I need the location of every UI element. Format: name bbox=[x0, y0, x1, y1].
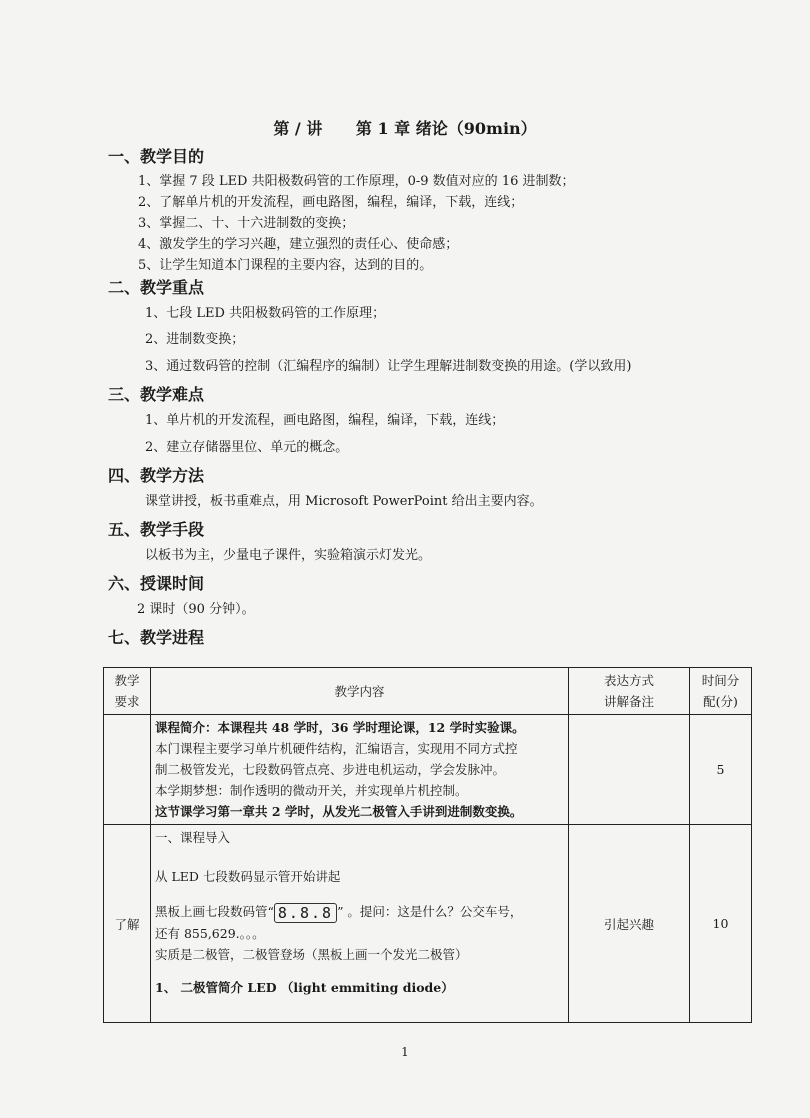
time-text: 2 课时（90 分钟）。 bbox=[137, 602, 255, 617]
purpose-item: 5、让学生知道本门课程的主要内容，达到的目的。 bbox=[138, 258, 433, 273]
content-line: 本门课程主要学习单片机硬件结构，汇编语言，实现用不同方式控 bbox=[155, 741, 518, 756]
section-heading-time: 六、授课时间 bbox=[108, 574, 205, 593]
section-heading-means: 五、教学手段 bbox=[108, 520, 205, 539]
means-text: 以板书为主，少量电子课件，实验箱演示灯发光。 bbox=[145, 548, 432, 563]
section-heading-purpose: 一、教学目的 bbox=[108, 147, 205, 166]
content-line: 这节课学习第一章共 2 学时，从发光二极管入手讲到进制数变换。 bbox=[155, 804, 523, 819]
key-point-item: 2、进制数变换； bbox=[145, 332, 245, 347]
section-heading-method: 四、教学方法 bbox=[108, 466, 205, 485]
purpose-item: 1、掌握 7 段 LED 共阳极数码管的工作原理，0-9 数值对应的 16 进制数； bbox=[138, 174, 575, 189]
page-title bbox=[0, 116, 810, 139]
table-header-row bbox=[104, 668, 752, 715]
content-line: 还有 855,629.。。。 bbox=[155, 925, 265, 941]
course-intro-line: 课程简介：本课程共 48 学时，36 学时理论课，12 学时实验课。 bbox=[155, 720, 525, 735]
purpose-item: 2、了解单片机的开发流程，画电路图，编程，编译，下载，连线； bbox=[138, 195, 524, 210]
row-time: 5 bbox=[690, 715, 752, 825]
content-line: 实质是二极管，二极管登场（黑板上画一个发光二极管） bbox=[155, 946, 468, 962]
content-line: 一、课程导入 bbox=[155, 830, 231, 845]
difficulty-item: 1、单片机的开发流程，画电路图，编程，编译，下载，连线； bbox=[145, 413, 505, 428]
content-line: 从 LED 七段数码显示管开始讲起 bbox=[155, 869, 341, 884]
section-heading-key-points: 二、教学重点 bbox=[108, 278, 205, 297]
row-content bbox=[151, 715, 569, 825]
header-expression-method: 表达方式 讲解备注 bbox=[569, 668, 690, 715]
seven-segment-display-icon: 8.8.8 bbox=[274, 903, 337, 923]
header-teaching-requirement: 教学 要求 bbox=[104, 668, 151, 715]
content-line: 本学期梦想：制作透明的微动开关，并实现单片机控制。 bbox=[155, 783, 468, 798]
content-line: 黑板上画七段数码管“ 8.8.8 ” 。提问：这是什么？公交车号， bbox=[155, 903, 523, 922]
row-requirement bbox=[104, 715, 151, 825]
chapter-title: 第 1 章 绪论（90min） bbox=[355, 119, 537, 138]
purpose-item: 4、激发学生的学习兴趣，建立强烈的责任心、使命感； bbox=[138, 237, 459, 252]
teaching-progress-table bbox=[103, 667, 752, 1023]
row-content bbox=[151, 825, 569, 1023]
table-row bbox=[104, 825, 752, 1023]
header-teaching-content: 教学内容 bbox=[151, 668, 569, 715]
difficulty-item: 2、建立存储器里位、单元的概念。 bbox=[145, 440, 349, 455]
lecture-number: 第 / 讲 bbox=[273, 119, 323, 138]
section-heading-progress: 七、教学进程 bbox=[108, 628, 205, 647]
row-requirement: 了解 bbox=[104, 825, 151, 1023]
row-method bbox=[569, 715, 690, 825]
key-point-item: 1、七段 LED 共阳极数码管的工作原理； bbox=[145, 306, 386, 321]
section-heading-difficulties: 三、教学难点 bbox=[108, 385, 205, 404]
page-number: 1 bbox=[401, 1045, 409, 1059]
row-time: 10 bbox=[690, 825, 752, 1023]
key-point-item: 3、通过数码管的控制（汇编程序的编制）让学生理解进制数变换的用途。(学以致用) bbox=[145, 359, 632, 374]
content-line: 1、 二极管简介 LED （light emmiting diode） bbox=[155, 979, 454, 995]
purpose-item: 3、掌握二、十、十六进制数的变换； bbox=[138, 216, 355, 231]
method-text: 课堂讲授，板书重难点，用 Microsoft PowerPoint 给出主要内容。 bbox=[145, 494, 543, 509]
content-line: 制二极管发光，七段数码管点亮、步进电机运动，学会发脉冲。 bbox=[155, 762, 506, 777]
header-time-allocation: 时间分 配(分) bbox=[690, 668, 752, 715]
row-method: 引起兴趣 bbox=[569, 825, 690, 1023]
table-row bbox=[104, 715, 752, 825]
